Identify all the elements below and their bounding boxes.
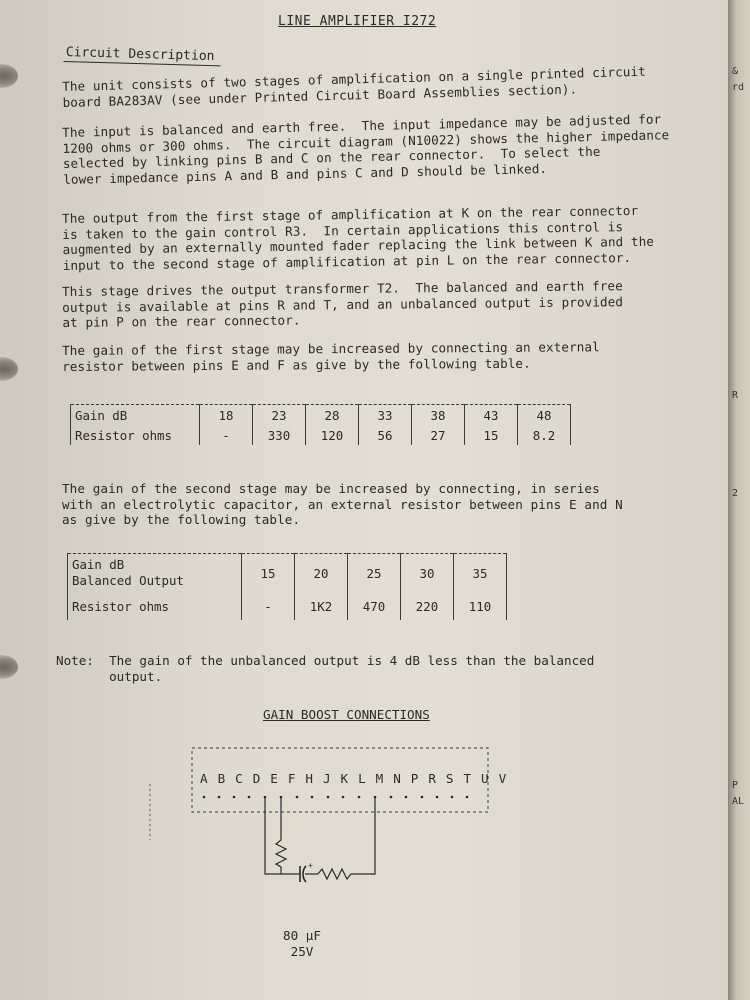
wire-right-loop xyxy=(354,826,375,874)
diagram-title: GAIN BOOST CONNECTIONS xyxy=(263,707,430,722)
resistor-series xyxy=(318,869,354,879)
table-cell: 15 xyxy=(465,425,518,445)
edge-glyph: & xyxy=(732,66,739,77)
edge-glyph: P xyxy=(732,780,739,791)
table-cell: 27 xyxy=(412,425,465,445)
table-cell: 23 xyxy=(253,405,306,426)
table-cell: 330 xyxy=(253,425,306,445)
paragraph: The unit consists of two stages of amplification on a single printed circuit board BA283AV (see under Printed Circuit Board Assemblies section). xyxy=(62,63,647,110)
table-cell: 48 xyxy=(518,405,571,426)
edge-glyph: 2 xyxy=(732,488,739,499)
paragraph: The gain of the first stage may be increased by connecting an external resistor between pins E and F as give by the following table. xyxy=(62,339,600,374)
edge-glyph: rd xyxy=(732,82,745,93)
table-cell: - xyxy=(200,425,253,445)
table-cell: 30 xyxy=(401,554,454,593)
resistor-ef xyxy=(276,832,286,874)
page-title: LINE AMPLIFIER I272 xyxy=(278,14,437,29)
table-cell: 220 xyxy=(401,592,454,620)
table-cell: 38 xyxy=(412,405,465,426)
table-cell: 25 xyxy=(348,554,401,593)
cap-polarity-mark: + xyxy=(308,861,313,870)
adjacent-page-edge xyxy=(728,0,750,1000)
capacitor-label xyxy=(282,928,322,960)
table-cell: 15 xyxy=(242,554,295,593)
table-cell: 43 xyxy=(465,405,518,426)
section-heading: Circuit Description xyxy=(65,45,215,65)
table-cell: 8.2 xyxy=(518,425,571,445)
table-row-label: Resistor ohms xyxy=(71,425,200,445)
table-cell: 33 xyxy=(359,405,412,426)
paragraph: The input is balanced and earth free. The input impedance may be adjusted for 1200 ohms or 300 ohms. The circuit diagram (N10022) shows the higher impedance selected by linking pins B and C on the rear connector. To select the lower impedance pins A and B and pins C and D should be linked. xyxy=(62,111,670,187)
table-row-label: Resistor ohms xyxy=(68,592,242,620)
table-row-label: Gain dB Balanced Output xyxy=(68,554,242,593)
table-cell: 110 xyxy=(454,592,507,620)
capacitor-voltage: 25V xyxy=(290,944,314,959)
table-cell: 470 xyxy=(348,592,401,620)
edge-glyph: R xyxy=(732,390,739,401)
table-cell: 35 xyxy=(454,554,507,593)
table-cell: - xyxy=(242,592,295,620)
note-text: Note: The gain of the unbalanced output is 4 dB less than the balanced output. xyxy=(56,653,595,684)
pin-dots xyxy=(203,796,469,799)
table-cell: 28 xyxy=(306,405,359,426)
table-row-label: Gain dB xyxy=(71,405,200,426)
table-cell: 20 xyxy=(295,554,348,593)
connector-pin-labels: A B C D E F H J K L M N P R S T U V xyxy=(200,771,508,786)
table-cell: 120 xyxy=(306,425,359,445)
paragraph: The gain of the second stage may be increased by connecting, in series with an electrolytic capacitor, an external resistor between pins E and N as give by the following table. xyxy=(62,481,623,527)
capacitor-value: 80 µF xyxy=(283,928,321,943)
edge-glyph: AL xyxy=(732,796,745,807)
table-cell: 56 xyxy=(359,425,412,445)
circuit-wires xyxy=(265,797,375,882)
table-cell: 18 xyxy=(200,405,253,426)
paragraph: The output from the first stage of amplification at K on the rear connector is taken to the gain control R3. In certain applications this control is augmented by an externally mounted fader replacing the link between K and the input to the second stage of amplification at pin L on the rear connector. xyxy=(62,202,655,273)
table-cell: 1K2 xyxy=(295,592,348,620)
paragraph: This stage drives the output transformer T2. The balanced and earth free output is available at pins R and T, and an unbalanced output is provided at pin P on the rear connector. xyxy=(62,278,624,330)
